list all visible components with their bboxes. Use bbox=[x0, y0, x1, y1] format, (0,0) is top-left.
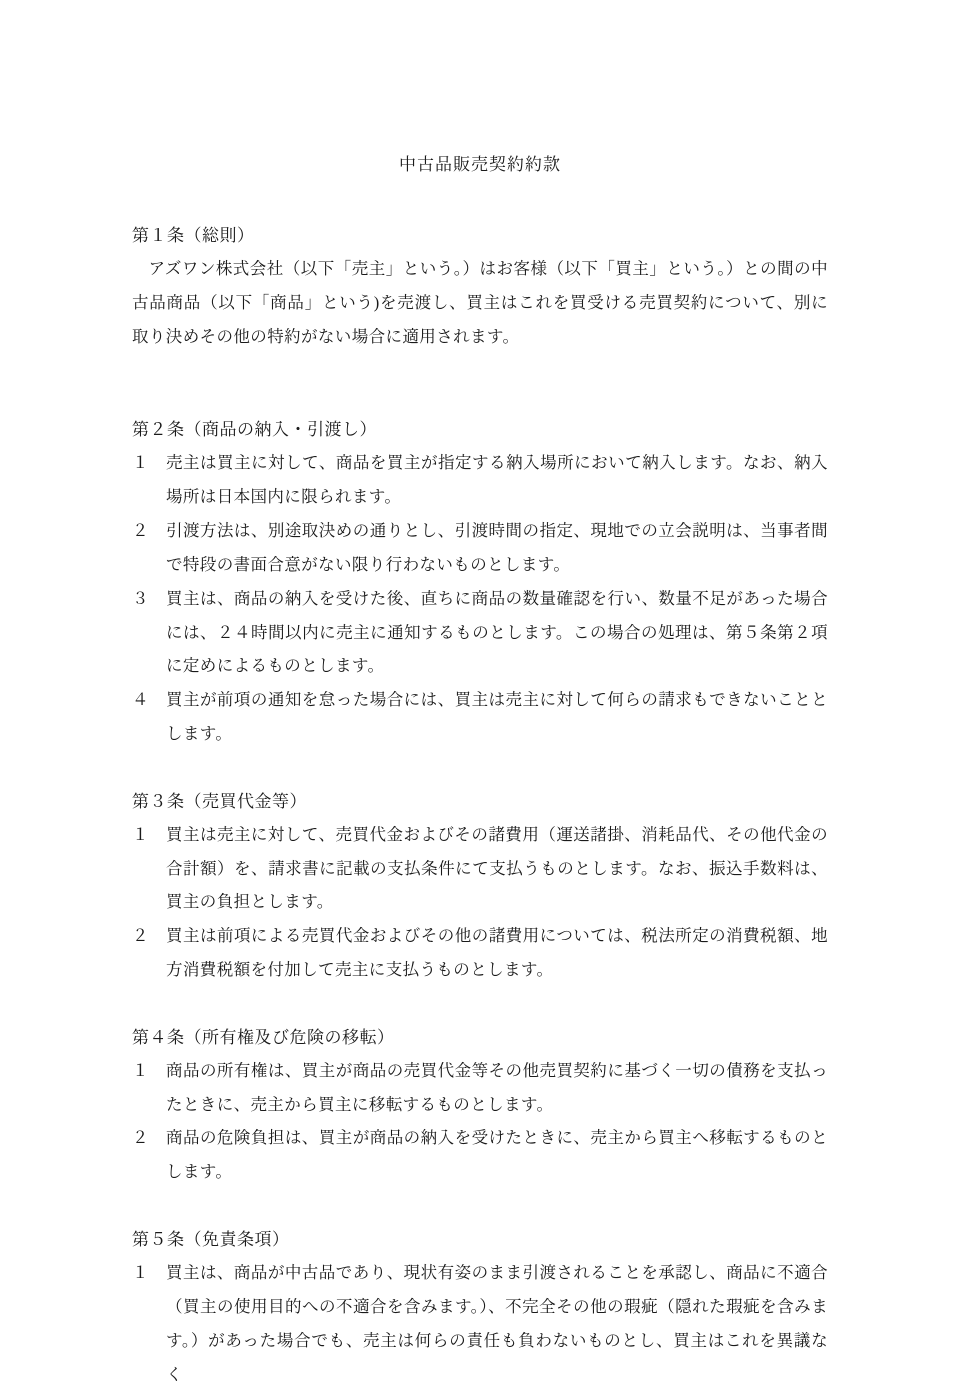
clause-number: １ bbox=[132, 824, 149, 844]
article-5-heading: 第５条（免責条項） bbox=[132, 1230, 290, 1250]
spacer bbox=[132, 379, 828, 415]
clause-text: 買主は前項による売買代金およびその他の諸費用については、税法所定の消費税額、地方消費税額を付加して売主に支払うものとします。 bbox=[166, 926, 828, 979]
list-item bbox=[132, 1256, 828, 1391]
article-2-heading: 第２条（商品の納入・引渡し） bbox=[132, 420, 377, 440]
article-4-clauses bbox=[132, 1054, 828, 1189]
clause-number: ３ bbox=[132, 588, 149, 608]
article-2 bbox=[132, 415, 828, 750]
spacer bbox=[132, 777, 828, 787]
article-1-body: アズワン株式会社（以下「売主」という。）はお客様（以下「買主」という。）との間の中古品商品（以下「商品」という)を売渡し、買主はこれを買受ける売買契約について、別に取り決めその他の特約がない場合に適用されます。 bbox=[132, 259, 828, 346]
list-item bbox=[132, 1121, 828, 1189]
clause-text: 商品の危険負担は、買主が商品の納入を受けたときに、売主から買主へ移転するものとします。 bbox=[166, 1128, 828, 1182]
article-2-clauses bbox=[132, 446, 828, 750]
list-item bbox=[132, 1054, 828, 1122]
list-item bbox=[132, 683, 828, 751]
clause-number: ２ bbox=[132, 1128, 149, 1148]
page-title: 中古品販売契約約款 bbox=[399, 155, 561, 174]
clause-number: ２ bbox=[132, 521, 149, 541]
clause-text: 買主は、商品が中古品であり、現状有姿のまま引渡されることを承認し、商品に不適合（買主の使用目的への不適合を含みます。）、不完全その他の瑕疵（隠れた瑕疵を含みます。）があった場合でも、売主は何らの責任も負わないものとし、買主はこれを異議なく bbox=[166, 1263, 828, 1384]
clause-text: 買主が前項の通知を怠った場合には、買主は売主に対して何らの請求もできないこととします。 bbox=[166, 690, 828, 743]
list-item bbox=[132, 446, 828, 514]
clause-number: １ bbox=[132, 1263, 149, 1283]
list-item bbox=[132, 582, 828, 683]
clause-text: 商品の所有権は、買主が商品の売買代金等その他売買契約に基づく一切の債務を支払ったときに、売主から買主に移転するものとします。 bbox=[166, 1060, 828, 1114]
clause-text: 売主は買主に対して、商品を買主が指定する納入場所において納入します。なお、納入場所は日本国内に限られます。 bbox=[166, 453, 828, 507]
spacer bbox=[132, 1013, 828, 1023]
clause-number: １ bbox=[132, 453, 149, 473]
clause-text: 買主は売主に対して、売買代金およびその諸費用（運送諸掛、消耗品代、その他代金の合計額）を、請求書に記載の支払条件にて支払うものとします。なお、振込手数料は、買主の負担とします。 bbox=[166, 824, 828, 912]
article-3 bbox=[132, 787, 828, 987]
clause-number: ２ bbox=[132, 926, 149, 946]
clause-number: １ bbox=[132, 1060, 149, 1080]
article-4 bbox=[132, 1023, 828, 1189]
article-1 bbox=[132, 221, 828, 353]
list-item bbox=[132, 818, 828, 919]
list-item bbox=[132, 514, 828, 582]
article-5 bbox=[132, 1225, 828, 1391]
article-3-clauses bbox=[132, 818, 828, 987]
article-3-heading: 第３条（売買代金等） bbox=[132, 791, 307, 811]
clause-number: ４ bbox=[132, 690, 149, 710]
spacer bbox=[132, 1215, 828, 1225]
article-1-heading: 第１条（総則） bbox=[132, 226, 255, 245]
list-item bbox=[132, 919, 828, 987]
article-4-heading: 第４条（所有権及び危険の移転） bbox=[132, 1027, 395, 1047]
clause-text: 買主は、商品の納入を受けた後、直ちに商品の数量確認を行い、数量不足があった場合には、２４時間以内に売主に通知するものとします。この場合の処理は、第５条第２項に定めによるものとします。 bbox=[166, 588, 828, 676]
article-5-clauses bbox=[132, 1256, 828, 1391]
clause-text: 引渡方法は、別途取決めの通りとし、引渡時間の指定、現地での立会説明は、当事者間で特段の書面合意がない限り行わないものとします。 bbox=[166, 521, 828, 574]
